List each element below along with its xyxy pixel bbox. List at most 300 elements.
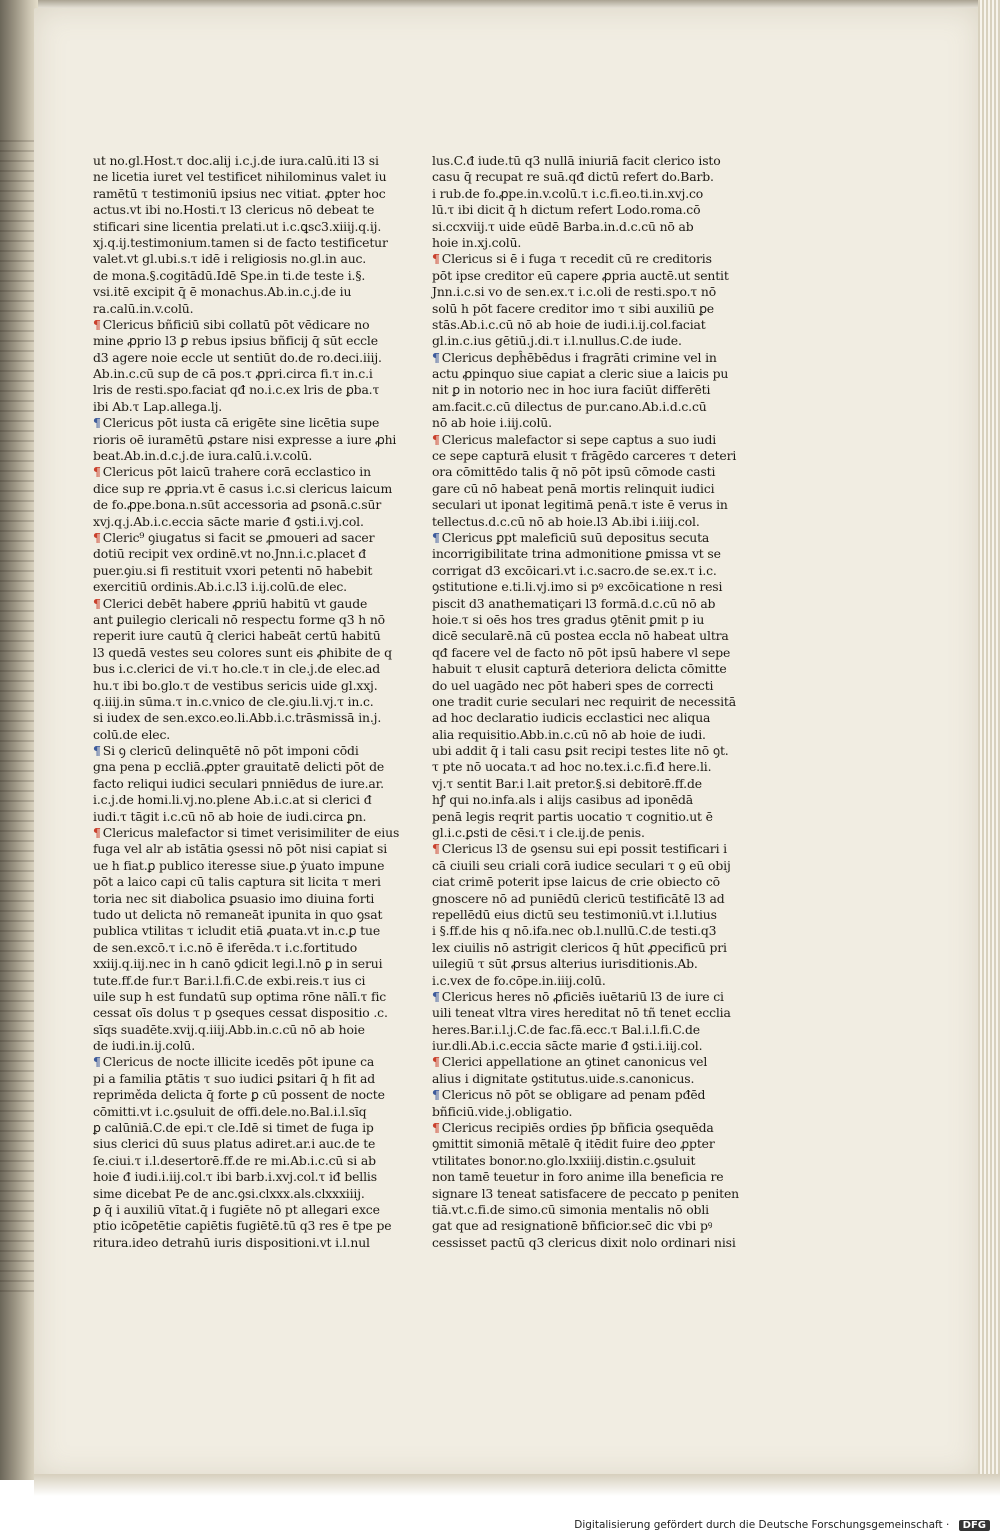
text-line bbox=[93, 891, 411, 907]
line-text: si.ccxviij.τ uide eūdē Barba.in.d.c.cū nō ab bbox=[432, 218, 694, 234]
text-line bbox=[93, 923, 411, 939]
paragraph bbox=[93, 464, 411, 530]
line-text: i §.ff.de his q nō.ifa.nec ob.l.nullū.C.de testi.q3 bbox=[432, 923, 717, 939]
line-text: xvj.q.j.Ab.i.c.eccia sācte marie đ ꝯsti.i.vj.col. bbox=[93, 513, 364, 529]
text-line bbox=[432, 464, 716, 480]
text-line bbox=[432, 973, 708, 989]
line-text: tudo ut delicta nō remaneāt ipunita in quo ꝯsat bbox=[93, 906, 383, 922]
paragraph-mark-icon: ¶ bbox=[93, 595, 101, 611]
dfg-logo: DFG bbox=[959, 1520, 990, 1531]
text-line bbox=[93, 481, 411, 497]
line-text: dicē secularē.nā cū postea eccla nō habeat ultra bbox=[432, 628, 729, 644]
text-line bbox=[93, 563, 411, 579]
paragraph-mark-icon: ¶ bbox=[432, 1087, 440, 1103]
line-text: actu ꝓpinquo siue capiat a cleric siue a laicis pu bbox=[432, 366, 729, 382]
line-text: lus.C.đ iude.tū q3 nullā iniuriā facit clerico isto bbox=[432, 153, 721, 168]
line-text: beat.Ab.in.d.c.j.de iura.calū.i.v.colū. bbox=[93, 448, 313, 464]
paragraph-mark-icon: ¶ bbox=[432, 1120, 440, 1136]
line-text: Clericus l3 de ꝯsensu sui epi possit testificari i bbox=[441, 841, 727, 857]
line-text: gna pena p eccliā.ꝓpter grauitatē delicti pōt de bbox=[93, 759, 385, 775]
text-line bbox=[432, 923, 717, 939]
paragraph-mark-icon: ¶ bbox=[432, 988, 440, 1004]
line-text: colū.de elec. bbox=[93, 726, 171, 742]
line-text: mine ꝓprio l3 ꝑ rebus ipsius bñficij q̄ sūt eccle bbox=[93, 333, 378, 349]
paragraph-mark-icon: ¶ bbox=[432, 1054, 440, 1070]
line-text: Clericus ꝑpt maleficiū suū depositus secuta bbox=[441, 529, 710, 545]
line-text: de fo.ꝓpe.bona.n.sūt accessoria ad ꝑsonā.c.sūr bbox=[93, 497, 382, 513]
text-line bbox=[432, 890, 725, 907]
paragraph bbox=[93, 415, 411, 464]
line-text: ubi addit q̄ i tali casu ꝑsit recipi testes lite nō ꝯt. bbox=[432, 743, 729, 759]
paragraph bbox=[432, 431, 737, 530]
text-line bbox=[432, 333, 708, 349]
text-line bbox=[432, 693, 736, 710]
text-line bbox=[93, 858, 411, 874]
text-line bbox=[432, 1054, 708, 1070]
line-text: ue h fiat.ꝑ publico iteresse siue.ꝑ ẏuato impune bbox=[93, 857, 385, 873]
line-text: toria nec sit diabolica ꝑsuasio imo diuina forti bbox=[93, 890, 375, 906]
line-text: Si ꝯ clericū delinquētē nō pōt imponi cōdi bbox=[102, 743, 359, 759]
text-line bbox=[432, 1218, 713, 1234]
line-text: ant ꝑuilegio clericali nō respectu forme q3 h nō bbox=[93, 611, 385, 627]
text-line bbox=[93, 1218, 411, 1234]
text-line bbox=[93, 514, 411, 530]
text-line bbox=[93, 153, 411, 169]
right-text-column bbox=[432, 153, 739, 1251]
text-line bbox=[93, 694, 411, 710]
line-text: de mona.§.cogitādū.Idē Spe.in ti.de teste i.§. bbox=[93, 267, 366, 283]
paragraph bbox=[432, 1120, 739, 1251]
line-text: tiā.vt.c.fi.de simo.cū simonia mentalis nō obli bbox=[432, 1202, 709, 1217]
line-text: ne licetia iuret vel testificet nihilominus valet iu bbox=[93, 169, 387, 185]
text-line bbox=[432, 514, 708, 530]
text-line bbox=[93, 628, 411, 644]
text-line bbox=[432, 1153, 708, 1169]
paragraph bbox=[93, 596, 411, 744]
text-line bbox=[93, 530, 411, 546]
paragraph bbox=[432, 251, 729, 349]
line-text: gare cū nō habeat penā mortis relinquit iudici bbox=[432, 480, 715, 496]
paragraph bbox=[432, 1054, 708, 1087]
text-line bbox=[93, 186, 411, 202]
text-line bbox=[432, 939, 727, 956]
line-text: lū.τ ibi dicit q̄ h dictum refert Lodo.roma.cō bbox=[432, 202, 701, 218]
paragraph bbox=[432, 153, 721, 251]
text-line bbox=[93, 661, 411, 677]
text-line bbox=[93, 1153, 411, 1169]
line-text: ꝑ calūniā.C.de epi.τ cle.Idē si timet de fuga ip bbox=[93, 1120, 374, 1136]
text-line bbox=[93, 219, 411, 235]
line-text: ritura.ideo detrahū iuris dispositioni.vt i.l.nul bbox=[93, 1234, 370, 1250]
text-line bbox=[93, 792, 411, 808]
page-edges bbox=[978, 0, 1000, 1490]
line-text: i.c.vex de fo.cōpe.in.iiij.colū. bbox=[432, 972, 606, 988]
line-text: pōt ipse creditor eū capere ꝓpria auctē.ut sentit bbox=[432, 267, 729, 283]
line-text: Clericus si ē i fuga τ recedit cū re creditoris bbox=[441, 251, 712, 267]
paragraph-mark-icon: ¶ bbox=[432, 529, 440, 545]
text-line bbox=[93, 350, 411, 366]
paragraph bbox=[93, 530, 411, 596]
paragraph-mark-icon: ¶ bbox=[93, 415, 101, 431]
text-line bbox=[93, 1186, 411, 1202]
line-text: valet.vt gl.ubi.s.τ idē i religiosis no.gl.in auc. bbox=[93, 251, 367, 267]
line-text: casu q̄ recupat re suā.qđ dictū refert do.Barb. bbox=[432, 169, 714, 185]
text-line bbox=[93, 1136, 411, 1152]
line-text: cōmitti.vt i.c.ꝯsuluit de offi.dele.no.Bal.i.l.sīq bbox=[93, 1103, 367, 1119]
line-text: penā legis reqrit partis uocatio τ cognitio.ut ē bbox=[432, 808, 713, 824]
text-line bbox=[432, 349, 717, 366]
line-text: Clericus depĥēbēdus i fragrāti crimine vel in bbox=[441, 349, 717, 365]
text-line bbox=[93, 1022, 411, 1038]
text-line bbox=[432, 595, 716, 612]
line-text: nit ꝑ in notorio nec in hoc iura faciūt differēti bbox=[432, 382, 711, 398]
line-text: seculari ut iponat legitimā penā.τ iste ē verus in bbox=[432, 497, 728, 513]
text-line bbox=[432, 857, 731, 874]
line-text: hu.τ ibi bo.glo.τ de vestibus sericis uide gl.xxj. bbox=[93, 677, 378, 693]
line-text: ibi Ab.τ Lap.allega.lj. bbox=[93, 398, 223, 414]
text-line bbox=[93, 1202, 411, 1218]
text-line bbox=[93, 989, 411, 1005]
text-line bbox=[432, 284, 717, 300]
text-line bbox=[432, 562, 717, 579]
paragraph-mark-icon: ¶ bbox=[432, 349, 440, 365]
line-text: si iudex de sen.exco.eo.li.Abb.i.c.trāsmissā in.j. bbox=[93, 710, 382, 726]
line-text: hoie đ iudi.i.iij.col.τ ibi barb.i.xvj.col.τ iđ bellis bbox=[93, 1169, 377, 1185]
line-text: vtilitates bonor.no.glo.lxxiiij.distin.c.ꝯsuluit bbox=[432, 1152, 696, 1168]
line-text: vsi.itē excipit q̄ ē monachus.Ab.in.c.j.de iu bbox=[93, 284, 352, 300]
line-text: Clericus malefactor si timet verisimiliter de eius bbox=[102, 825, 400, 841]
text-line bbox=[93, 710, 411, 726]
text-line bbox=[93, 1005, 411, 1021]
line-text: exercitiū ordinis.Ab.i.c.l3 i.ij.colū.de elec. bbox=[93, 579, 347, 595]
text-line bbox=[432, 448, 737, 464]
text-line bbox=[432, 1022, 708, 1038]
text-line bbox=[432, 727, 708, 743]
line-text: one tradit curie seculari nec requirit de necessitā bbox=[432, 693, 736, 709]
text-line bbox=[432, 710, 711, 726]
text-line bbox=[432, 530, 708, 546]
line-text: ad hoc declaratio iudicis ecclastici nec aliqua bbox=[432, 710, 711, 726]
line-text: l3 quedā vestes seu colores sunt eis ꝓhibite de q bbox=[93, 644, 392, 660]
text-line bbox=[432, 1120, 714, 1136]
line-text: Clericus heres nō ꝓficiēs iuētariū l3 de iure ci bbox=[441, 988, 724, 1004]
text-line bbox=[93, 973, 411, 989]
text-line bbox=[432, 480, 715, 497]
line-text: rioris oē iuramētū ꝓstare nisi expresse a iure ꝓhi bbox=[93, 431, 397, 447]
line-text: ut no.gl.Host.τ doc.alij i.c.j.de iura.calū.iti l3 si bbox=[93, 153, 379, 168]
line-text: cessisset pactū q3 clericus dixit nolo ordinari nisi bbox=[432, 1234, 736, 1250]
text-line bbox=[93, 907, 411, 923]
line-text: iudi.τ tāgit i.c.cū nō ab hoie de iudi.circa ꝑn. bbox=[93, 808, 367, 824]
line-text: hoie.τ si oēs hos tres gradus ꝯtēnit ꝑmit p iu bbox=[432, 611, 705, 627]
text-line bbox=[93, 776, 411, 792]
line-text: repriměda delicta q̄ forte ꝑ cū possent de nocte bbox=[93, 1087, 385, 1103]
text-line bbox=[93, 1087, 411, 1103]
line-text: bñficiū.vide.j.obligatio. bbox=[432, 1103, 573, 1119]
line-text: lris de resti.spo.faciat qđ no.i.c.ex lris de ꝑba.τ bbox=[93, 382, 380, 398]
text-line bbox=[432, 808, 713, 825]
line-text: tute.ff.de fur.τ Bar.i.l.fi.C.de exbi.reis.τ ius ci bbox=[93, 972, 366, 988]
text-line bbox=[93, 645, 411, 661]
paragraph-mark-icon: ¶ bbox=[93, 464, 101, 480]
line-text: actus.vt ibi no.Hosti.τ l3 clericus nō debeat te bbox=[93, 202, 375, 218]
line-text: fuga vel alr ab istātia ꝯsessi nō pōt nisi capiat si bbox=[93, 841, 388, 857]
text-line bbox=[93, 366, 411, 382]
text-line bbox=[432, 841, 727, 857]
text-line bbox=[93, 268, 411, 284]
line-text: sime dicebat Pe de anc.ꝯsi.clxxx.als.clxxxiiij. bbox=[93, 1185, 365, 1201]
text-line bbox=[93, 235, 411, 251]
line-text: ce sepe capturā elusit τ frāgēdo carceres τ deteri bbox=[432, 448, 737, 464]
text-line bbox=[432, 579, 723, 595]
text-line bbox=[432, 1185, 739, 1202]
paragraph-mark-icon: ¶ bbox=[93, 743, 101, 759]
text-line bbox=[432, 399, 708, 415]
line-text: alia requisitio.Abb.in.c.cū nō ab hoie de iudi. bbox=[432, 726, 706, 742]
line-text: do uel uagādo nec pōt haberi spes de correcti bbox=[432, 677, 714, 693]
text-line bbox=[432, 202, 708, 218]
text-line bbox=[432, 1005, 731, 1021]
paragraph-mark-icon: ¶ bbox=[432, 431, 440, 447]
text-line bbox=[432, 874, 720, 890]
line-text: gnoscere nō ad puniēdū clericū testificātē l3 ad bbox=[432, 890, 725, 906]
line-text: de iudi.in.ij.colū. bbox=[93, 1038, 196, 1054]
line-text: sius clerici dū suus platus adiret.ar.i auc.de te bbox=[93, 1136, 376, 1152]
text-line bbox=[93, 415, 411, 431]
line-text: ciat crimē poterit ipse laicus de crie obiecto cō bbox=[432, 874, 720, 890]
text-line bbox=[432, 677, 714, 694]
line-text: pi a familia ꝑtātis τ suo iudici ꝑsitari q̄ h fit ad bbox=[93, 1070, 376, 1086]
text-line bbox=[432, 776, 708, 792]
paragraph-mark-icon: ¶ bbox=[432, 841, 440, 857]
line-text: Clerici appellatione an ꝯtinet canonicus vel bbox=[441, 1054, 708, 1070]
text-line bbox=[93, 956, 411, 972]
text-line bbox=[432, 612, 708, 628]
line-text: iur.dli.Ab.i.c.eccia sācte marie đ ꝯsti.i.iij.col. bbox=[432, 1038, 703, 1054]
paragraph-mark-icon: ¶ bbox=[93, 825, 101, 841]
text-line bbox=[93, 940, 411, 956]
line-text: Clerici debēt habere ꝓpriū habitū vt gaude bbox=[102, 595, 368, 611]
text-line bbox=[93, 169, 411, 185]
paragraph bbox=[432, 1087, 708, 1120]
text-line bbox=[93, 743, 411, 759]
text-line bbox=[432, 300, 714, 317]
text-line bbox=[432, 792, 708, 808]
text-line bbox=[93, 579, 411, 595]
line-text: q.iiij.in sūma.τ in.c.vnico de cle.ꝯiu.li.vj.τ in.c. bbox=[93, 693, 374, 709]
line-text: de sen.excō.τ i.c.nō ē iferēda.τ i.c.fortitudo bbox=[93, 939, 358, 955]
text-line bbox=[432, 497, 728, 513]
text-line bbox=[432, 251, 712, 267]
line-text: sīqs suadēte.xvij.q.iiij.Abb.in.c.cū nō ab hoie bbox=[93, 1021, 365, 1037]
line-text: Jnn.i.c.si vo de sen.ex.τ i.c.oli de resti.spo.τ nō bbox=[432, 284, 717, 300]
line-text: gl.i.c.ꝑsti de cēsi.τ i cle.ij.de penis. bbox=[432, 825, 645, 841]
text-line bbox=[93, 727, 411, 743]
line-text: heres.Bar.i.l.j.C.de fac.fā.ecc.τ Bal.i.l.fi.C.de bbox=[432, 1021, 700, 1037]
paragraph-mark-icon: ¶ bbox=[93, 1054, 101, 1070]
line-text: ora cōmittēdo talis q̄ nō pōt ipsū cōmode casti bbox=[432, 464, 716, 480]
text-line bbox=[432, 743, 729, 759]
left-text-column bbox=[93, 153, 411, 1251]
line-text: incorrigibilitate trina admonitione ꝑmissa vt se bbox=[432, 546, 721, 562]
line-text: corrigat d3 excōicari.vt i.c.sacro.de se.ex.τ i.c. bbox=[432, 562, 717, 578]
line-text: ꝯstitutione e.ti.li.vj.imo si pꝰ excōicatione n resi bbox=[432, 579, 723, 595]
line-text: facto reliqui iudici seculari pnniēdus de iure.ar. bbox=[93, 775, 384, 791]
left-book-text-bleed bbox=[0, 140, 34, 1300]
line-text: ſe.ciui.τ i.l.desertorē.ff.de re mi.Ab.i.c.cū si ab bbox=[93, 1152, 376, 1168]
line-text: i.c.j.de homi.li.vj.no.plene Ab.i.c.at si clerici đ bbox=[93, 792, 372, 808]
line-text: ꝯmittit simoniā mētalē q̄ itēdit fuire deo ꝓpter bbox=[432, 1136, 715, 1152]
line-text: τ pte nō uocata.τ ad hoc no.tex.i.c.fi.đ here.li. bbox=[432, 759, 712, 775]
text-line bbox=[93, 382, 411, 398]
text-line bbox=[432, 415, 708, 431]
line-text: stificari sine licentia prelati.ut i.c.ꝗsc3.xiiij.q.ij. bbox=[93, 218, 382, 234]
text-line bbox=[432, 1104, 708, 1120]
paragraph-mark-icon: ¶ bbox=[432, 251, 440, 267]
page-bottom-edge bbox=[34, 1474, 1000, 1496]
text-line bbox=[432, 759, 712, 775]
text-line bbox=[432, 628, 729, 644]
text-line bbox=[432, 1169, 724, 1185]
line-text: alius i dignitate ꝯstitutus.uide.s.canonicus. bbox=[432, 1070, 695, 1086]
line-text: xxiij.q.iij.nec in h canō ꝯdicit legi.l.nō ꝑ in serui bbox=[93, 956, 383, 972]
text-line bbox=[93, 759, 411, 775]
line-text: signare l3 teneat satisfacere de peccato p peniten bbox=[432, 1185, 739, 1201]
text-line bbox=[432, 267, 729, 284]
text-line bbox=[93, 596, 411, 612]
line-text: Clericus pōt laicū trahere corā ecclastico in bbox=[102, 464, 371, 480]
paragraph bbox=[93, 153, 411, 317]
paragraph-mark-icon: ¶ bbox=[93, 529, 101, 545]
line-text: Clericus recipiēs ordies p̄p bñficia ꝯsequēda bbox=[441, 1120, 714, 1136]
text-line bbox=[93, 1120, 411, 1136]
line-text: piscit d3 anathematiçari l3 formā.d.c.cū nō ab bbox=[432, 595, 716, 611]
credit-text: Digitalisierung gefördert durch die Deutsche Forschungsgemeinschaft bbox=[574, 1519, 943, 1531]
line-text: lex ciuilis nō astrigit clericos q̄ hūt ꝓpecificū pri bbox=[432, 939, 727, 955]
text-line bbox=[93, 678, 411, 694]
line-text: ꝑ q̄ i auxiliū vītat.q̄ i fugiēte nō pt allegari exce bbox=[93, 1202, 380, 1217]
paragraph bbox=[432, 529, 736, 841]
text-line bbox=[432, 431, 717, 448]
text-line bbox=[432, 906, 717, 923]
text-line bbox=[432, 366, 729, 382]
line-text: solū h pōt facere creditor imo τ sibi auxiliū ꝑe bbox=[432, 300, 714, 316]
line-text: hꝭ qui no.infa.als i alijs casibus ad iponēdā bbox=[432, 792, 693, 808]
text-line bbox=[432, 546, 721, 562]
text-line bbox=[93, 809, 411, 825]
text-line bbox=[93, 317, 411, 333]
text-line bbox=[93, 841, 411, 857]
text-line bbox=[93, 1071, 411, 1087]
text-line bbox=[93, 874, 411, 890]
text-line bbox=[93, 497, 411, 513]
line-text: ptio icōꝑetētie capiētis fugiētē.tū q3 res ē tpe pe bbox=[93, 1218, 392, 1234]
paragraph bbox=[93, 317, 411, 415]
line-text: repellēdū eius dictū seu testimoniū.vt i.l.lutius bbox=[432, 906, 717, 922]
text-line bbox=[93, 612, 411, 628]
text-line bbox=[93, 1169, 411, 1185]
text-line bbox=[93, 1104, 411, 1120]
text-line bbox=[432, 661, 727, 677]
line-text: d3 agere noie eccle ut sentiūt do.de ro.deci.iiij. bbox=[93, 349, 382, 365]
text-line bbox=[432, 1136, 715, 1152]
text-line bbox=[432, 169, 714, 185]
text-line bbox=[93, 333, 411, 349]
line-text: gat que ad resignationē bñficior.sec̄ dic vbi pꝰ bbox=[432, 1218, 713, 1234]
paragraph bbox=[432, 841, 731, 989]
text-line bbox=[432, 1234, 736, 1251]
text-line bbox=[93, 546, 411, 562]
text-line bbox=[432, 1087, 708, 1103]
digitization-credit: Digitalisierung gefördert durch die Deutsche Forschungsgemeinschaft · DFG bbox=[574, 1519, 990, 1531]
line-text: am.facit.c.cū dilectus de pur.cano.Ab.i.d.c.cū bbox=[432, 398, 707, 414]
line-text: uili teneat vltra vires hereditat nō tñ tenet ecclia bbox=[432, 1005, 731, 1021]
line-text: Ab.in.c.cū sup de cā pos.τ ꝓpri.circa fi.τ in.c.i bbox=[93, 366, 373, 382]
text-line bbox=[432, 988, 724, 1005]
line-text: nō ab hoie i.iij.colū. bbox=[432, 415, 552, 431]
line-text: tellectus.d.c.cū nō ab hoie.l3 Ab.ibi i.iiij.col. bbox=[432, 513, 700, 529]
line-text: habuit τ elusit capturā deteriora delicta cōmitte bbox=[432, 661, 727, 677]
text-line bbox=[432, 825, 708, 841]
paragraph bbox=[432, 349, 729, 432]
line-text: Cleric⁹ ꝯiugatus si facit se ꝓmoueri ad sacer bbox=[102, 529, 375, 545]
line-text: ramētū τ testimoniū ipsius nec vitiat. ꝓpter hoc bbox=[93, 185, 386, 201]
text-line bbox=[432, 382, 711, 398]
line-text: i rub.de fo.ꝓpe.in.v.colū.τ i.c.fi.eo.ti.in.xvj.co bbox=[432, 185, 704, 201]
line-text: Clericus nō pōt se obligare ad penam pđēd bbox=[441, 1087, 706, 1103]
line-text: uilegiū τ sūt ꝓrsus alterius iurisditionis.Ab. bbox=[432, 956, 698, 972]
text-line bbox=[432, 956, 708, 972]
line-text: xj.q.ij.testimonium.tamen si de facto testificetur bbox=[93, 234, 388, 250]
line-text: bus i.c.clerici de vi.τ ho.cle.τ in cle.j.de elec.ad bbox=[93, 661, 381, 677]
text-line bbox=[93, 448, 411, 464]
line-text: Clericus pōt iusta cā erigēte sine licētia supe bbox=[102, 415, 380, 431]
line-text: stās.Ab.i.c.cū nō ab hoie de iudi.i.ij.col.faciat bbox=[432, 316, 706, 332]
line-text: uile sup h est fundatū sup optima rōne nālī.τ fic bbox=[93, 988, 387, 1004]
line-text: Clericus bñficiū sibi collatū pōt vēdicare no bbox=[102, 316, 370, 332]
line-text: non tamē teuetur in foro anime illa beneficia re bbox=[432, 1169, 724, 1185]
paragraph-mark-icon: ¶ bbox=[93, 316, 101, 332]
paragraph bbox=[93, 743, 411, 825]
line-text: dice sup re ꝓpria.vt ē casus i.c.si clericus laicum bbox=[93, 480, 393, 496]
line-text: qđ facere vel de facto nō pōt ipsū habere vl sepe bbox=[432, 644, 731, 660]
line-text: Clericus malefactor si sepe captus a suo iudi bbox=[441, 431, 717, 447]
text-line bbox=[93, 432, 411, 448]
line-text: ra.calū.in.v.colū. bbox=[93, 300, 194, 316]
text-line bbox=[432, 1202, 708, 1218]
line-text: pōt a laico capi cū talis captura sit licita τ meri bbox=[93, 874, 381, 890]
text-line bbox=[93, 251, 411, 267]
line-text: Clericus de nocte illicite icedēs pōt ipune ca bbox=[102, 1054, 375, 1070]
line-text: hoie in.xj.colū. bbox=[432, 234, 522, 250]
line-text: publica vtilitas τ icludit etiā ꝓuata.vt in.c.ꝑ tue bbox=[93, 923, 381, 939]
text-line bbox=[93, 825, 411, 841]
line-text: gl.in.c.ius gētiū.j.di.τ i.l.nullus.C.de iude. bbox=[432, 333, 682, 349]
text-line bbox=[432, 1071, 708, 1087]
text-line bbox=[93, 1235, 411, 1251]
line-text: cā ciuili seu criali corā iudice seculari τ ꝯ eū obij bbox=[432, 857, 731, 873]
text-line bbox=[93, 301, 411, 317]
text-line bbox=[432, 219, 708, 235]
paragraph bbox=[432, 988, 731, 1055]
text-line bbox=[432, 644, 731, 661]
text-line bbox=[432, 1038, 708, 1054]
text-line bbox=[432, 235, 708, 251]
text-line bbox=[93, 1038, 411, 1054]
text-line bbox=[93, 202, 411, 218]
line-text: dotiū recipit vex ordinē.vt no.Jnn.i.c.placet đ bbox=[93, 546, 367, 562]
text-line bbox=[93, 399, 411, 415]
